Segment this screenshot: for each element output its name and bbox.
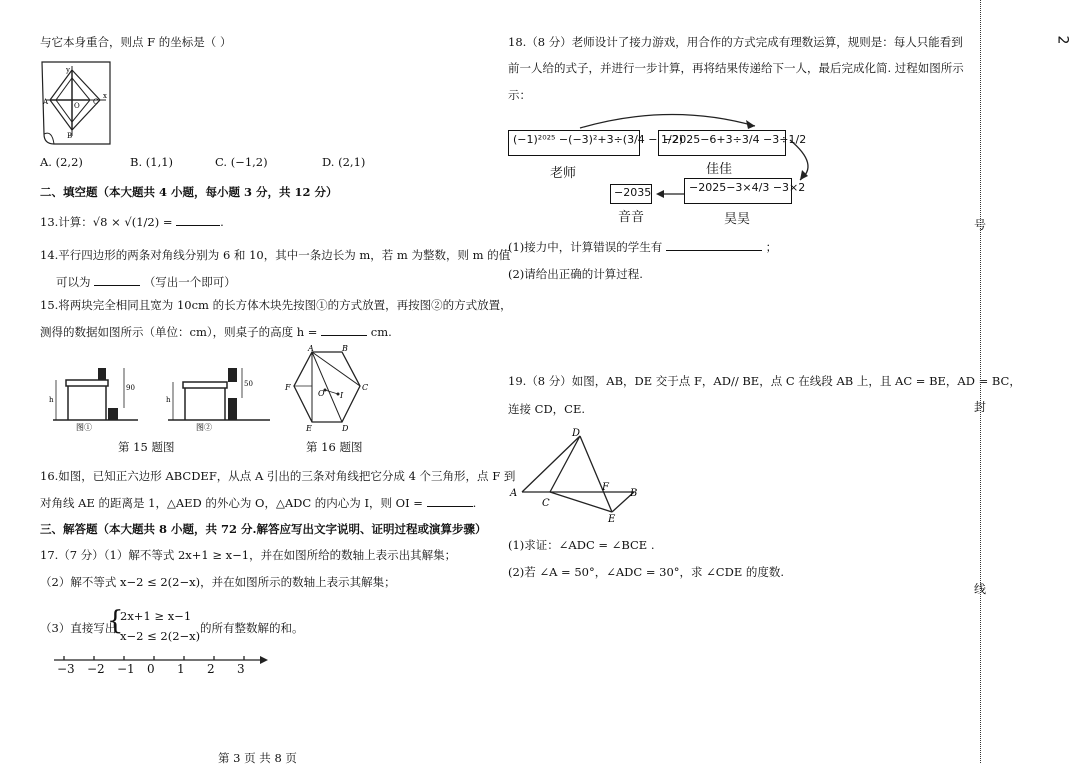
q17-part3-b: 的所有整数解的和。: [200, 621, 304, 635]
fig16-i: I: [340, 391, 344, 400]
binding-line: [980, 0, 981, 763]
q16-line2: 对角线 AE 的距离是 1，△AED 的外心为 O，△ADC 的内心为 I，则 OI = .: [40, 496, 477, 510]
q19-sub1: (1)求证：∠ADC = ∠BCE .: [508, 538, 655, 552]
q13: 13.计算：√8 × √(1/2) = .: [40, 215, 224, 229]
q15-blank: [321, 335, 367, 336]
fig15-v1: 90: [126, 384, 135, 392]
fig19-c: C: [542, 498, 550, 509]
q18-line2: 前一人给的式子，并进行一步计算，再将结果传递给下一人，最后完成化简. 过程如图所示: [508, 61, 964, 75]
number-line-label: −2: [87, 662, 105, 676]
fig16-c: C: [362, 383, 369, 392]
fig19-b: B: [630, 488, 638, 499]
q18-line1: 18.（8 分）老师设计了接力游戏，用合作的方式完成有理数运算，规则是：每人只能看到: [508, 35, 963, 49]
teacher-expression: (−1)²⁰²⁵ −(−3)²+3÷(3/4 − 1/2): [508, 130, 640, 156]
fig19-e: E: [608, 514, 616, 525]
q15-line2-b: cm.: [370, 325, 392, 339]
q14-line2-b: （写出一个即可）: [143, 275, 236, 289]
number-line-label: 0: [147, 662, 155, 676]
fig15-fig2-label: 图②: [196, 423, 212, 432]
q12-label-o: O: [74, 102, 80, 110]
fig15-h2: h: [166, 396, 171, 404]
fig15-v2: 50: [244, 380, 253, 388]
q12-figure: [40, 60, 112, 146]
q18-sub2: (2)请给出正确的计算过程.: [508, 267, 643, 281]
q19-figure: [508, 424, 658, 528]
section-2-heading: 二、填空题（本大题共 4 小题，每小题 3 分，共 12 分）: [40, 185, 338, 199]
q14-line2: [56, 276, 236, 290]
jiajia-name: 佳佳: [706, 162, 733, 177]
q12-label-x: x: [103, 92, 107, 100]
q14-line1: 14.平行四边形的两条对角线分别为 6 和 10，其中一条边长为 m，若 m 为整数，则 m 的值: [40, 248, 511, 262]
section-3-heading: 三、解答题（本大题共 8 小题，共 72 分.解答应写出文字说明、证明过程或演算步骤）: [40, 522, 487, 536]
fig19-d: D: [572, 428, 581, 439]
number-line-label: −1: [117, 662, 135, 676]
fig19-a: A: [510, 488, 518, 499]
binding-char-2: 封: [974, 400, 987, 414]
q15-figure: [48, 358, 278, 430]
q12-option-c: C. (−1,2): [215, 155, 268, 169]
fig15-caption: 第 15 题图: [118, 440, 175, 454]
q14-blank: [94, 285, 140, 286]
q18-sub1-text: (1)接力中，计算错误的学生有: [508, 240, 663, 254]
q18-sub1: [508, 241, 777, 255]
q19-line2: 连接 CD，CE.: [508, 402, 586, 416]
fig16-caption: 第 16 题图: [306, 440, 363, 454]
q12-option-d: D. (2,1): [322, 155, 366, 169]
binding-char-3: 线: [974, 582, 987, 596]
fig15-h1: h: [49, 396, 54, 404]
q17-system-2: x−2 ≤ 2(2−x): [120, 629, 201, 643]
page-footer: 第 3 页 共 8 页: [218, 751, 297, 765]
q18-sub1-end: ；: [765, 240, 778, 254]
number-line-label: 1: [177, 662, 185, 676]
q12-label-a: A: [43, 98, 49, 106]
fig16-b: B: [342, 344, 348, 353]
q15-line2-a: 测得的数据如图所示（单位：cm），则桌子的高度 h =: [40, 325, 318, 339]
q18-line3: 示：: [508, 88, 531, 102]
page-corner-mark: 2: [1054, 35, 1071, 45]
number-line-label: −3: [57, 662, 75, 676]
q12-label-b: B: [67, 132, 73, 140]
q16-blank: [427, 506, 473, 507]
haohao-expression: −2025−3×4/3 −3×2: [684, 178, 792, 204]
q19-sub2: (2)若 ∠A = 50°，∠ADC = 30°，求 ∠CDE 的度数.: [508, 565, 785, 579]
jiajia-expression: −2025−6+3÷3/4 −3÷1/2: [658, 130, 786, 156]
haohao-name: 昊昊: [724, 212, 751, 227]
fig16-a: A: [308, 344, 314, 353]
fig16-f: F: [285, 383, 291, 392]
q13-blank: [176, 225, 220, 226]
yinyin-name: 音音: [618, 210, 645, 225]
fig19-f: F: [602, 482, 609, 493]
q14-line2-a: 可以为: [56, 275, 91, 289]
q18-sub1-blank: [666, 250, 762, 251]
q12-option-b: B. (1,1): [130, 155, 174, 169]
number-line-label: 3: [237, 662, 245, 676]
q16-line2-text: 对角线 AE 的距离是 1，△AED 的外心为 O，△ADC 的内心为 I，则 OI =: [40, 496, 423, 510]
yinyin-expression: −2035: [610, 184, 652, 204]
q17-part2: （2）解不等式 x−2 ≤ 2(2−x)，并在如图所示的数轴上表示其解集；: [40, 575, 396, 589]
q16-figure: [282, 346, 372, 432]
teacher-name: 老师: [550, 166, 577, 181]
q16-line1: 16.如图，已知正六边形 ABCDEF，从点 A 引出的三条对角线把它分成 4 个三角形，点 F 到: [40, 469, 516, 483]
q17-brace: {: [107, 606, 124, 636]
q12-option-a: A. (2,2): [40, 155, 83, 169]
q12-label-c: C: [93, 98, 99, 106]
fig16-d: D: [342, 424, 349, 433]
q12-label-y: y: [66, 66, 70, 74]
q17-system-1: 2x+1 ≥ x−1: [120, 609, 192, 623]
q13-text: 13.计算：√8 × √(1/2) =: [40, 215, 173, 229]
fig16-e: E: [306, 424, 312, 433]
q17-part1: 17.（7 分）（1）解不等式 2x+1 ≥ x−1，并在如图所给的数轴上表示出其解集；: [40, 548, 457, 562]
q17-part3-a: （3）直接写出: [40, 621, 117, 635]
q15-line1: 15.将两块完全相同且宽为 10cm 的长方体木块先按图①的方式放置，再按图②的方式放置，: [40, 298, 512, 312]
q15-line2: [40, 326, 392, 340]
q19-line1: 19.（8 分）如图，AB，DE 交于点 F，AD// BE，点 C 在线段 AB 上，且 AC = BE，AD = BC，: [508, 374, 1021, 388]
q12-tail: 与它本身重合，则点 F 的坐标是（ ）: [40, 35, 232, 49]
binding-char-1: 号: [974, 218, 987, 232]
number-line-label: 2: [207, 662, 215, 676]
fig16-o: O: [318, 389, 325, 398]
fig15-fig1-label: 图①: [76, 423, 92, 432]
